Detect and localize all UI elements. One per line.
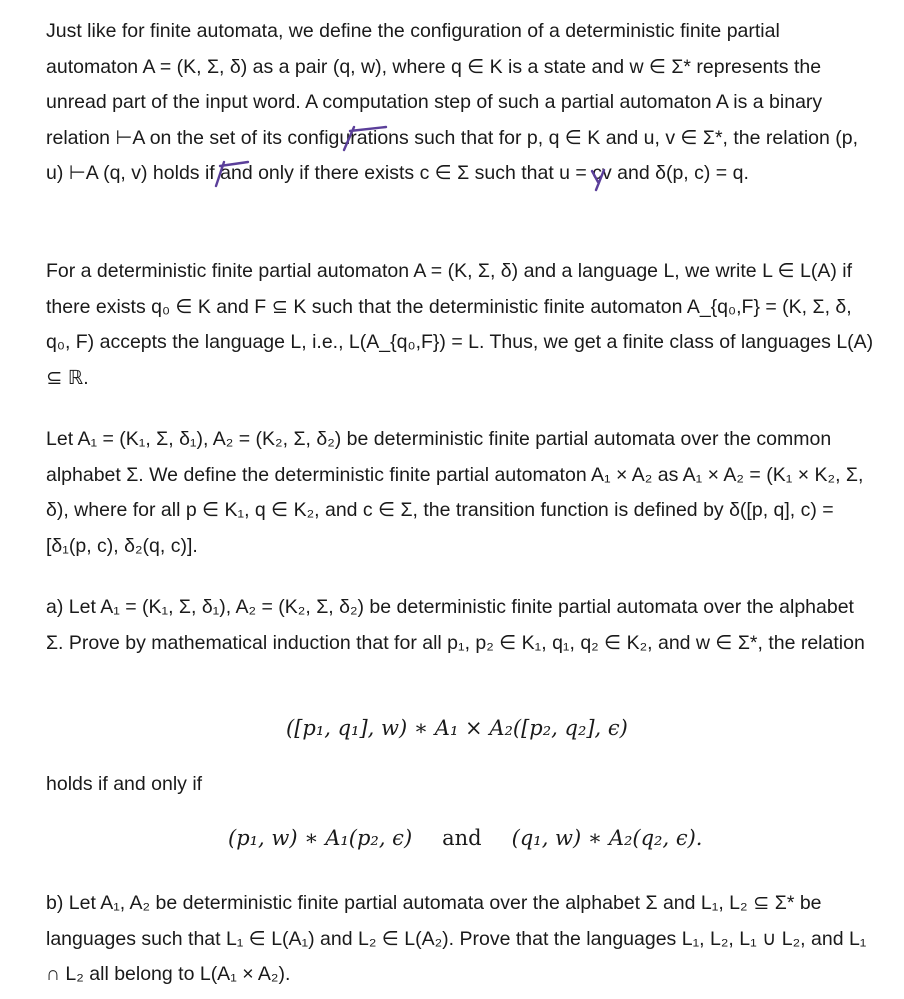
display-equation-components — [228, 826, 702, 850]
paragraph-task-b: b) Let A₁, A₂ be deterministic finite partial automata over the alphabet Σ and L₁, L₂ ⊆ Σ* be languages such that L₁ ∈ L(A₁) and L₂ ∈ L(A₂). Prove that the languages L₁, L₂, L₁ ∪ L₂, and L₁ ∩ L₂ all belong to L(A₁ × A₂). — [46, 892, 867, 986]
paragraph-language-class: For a deterministic finite partial automaton A = (K, Σ, δ) and a language L, we write L ∈ L(A) if there exists q₀ ∈ K and F ⊆ K such that the deterministic finite automaton A_{q₀,F} = (K, Σ, δ, q₀, F) accepts the language L, i.e., L(A_{q₀,F}) = L. Thus, we get a finite class of languages L(A) ⊆ ℝ. — [46, 260, 874, 389]
paragraph-task-a: a) Let A₁ = (K₁, Σ, δ₁), A₂ = (K₂, Σ, δ₂) be deterministic finite partial automata over the alphabet Σ. Prove by mathematical induction that for all p₁, p₂ ∈ K₁, q₁, q₂ ∈ K₂, and w ∈ Σ*, the relation — [46, 596, 865, 654]
equation-right: (q₁, w) ∗ A₂(q₂, ϵ). — [511, 826, 703, 850]
paragraph-product-automaton: Let A₁ = (K₁, Σ, δ₁), A₂ = (K₂, Σ, δ₂) be deterministic finite partial automata over the common alphabet Σ. We define the deterministic finite partial automaton A₁ × A₂ as A₁ × A₂ = (K₁ × K₂, Σ, δ), where for all p ∈ K₁, q ∈ K₂, and c ∈ Σ, the transition function is defined by δ([p, q], c) = [δ₁(p, c), δ₂(q, c)]. — [46, 428, 864, 557]
holds-if-and-only-if: holds if and only if — [46, 773, 203, 795]
paragraph-configuration: Just like for finite automata, we define the configuration of a deterministic finite partial automaton A = (K, Σ, δ) as a pair (q, w), where q ∈ K is a state and w ∈ Σ* represents the unread part of the input word. A computation step of such a partial automaton A is a binary relation ⊢A on the set of its configurations such that for p, q ∈ K and u, v ∈ Σ*, the relation (p, u) ⊢A (q, v) holds if and only if there exists c ∈ Σ such that u = cv and δ(p, c) = q. — [46, 20, 859, 185]
equation-left: (p₁, w) ∗ A₁(p₂, ϵ) — [228, 826, 413, 850]
equation-and: and — [442, 826, 482, 850]
display-equation-product: ([p₁, q₁], w) ∗ A₁ × A₂([p₂, q₂], ϵ) — [286, 716, 628, 740]
